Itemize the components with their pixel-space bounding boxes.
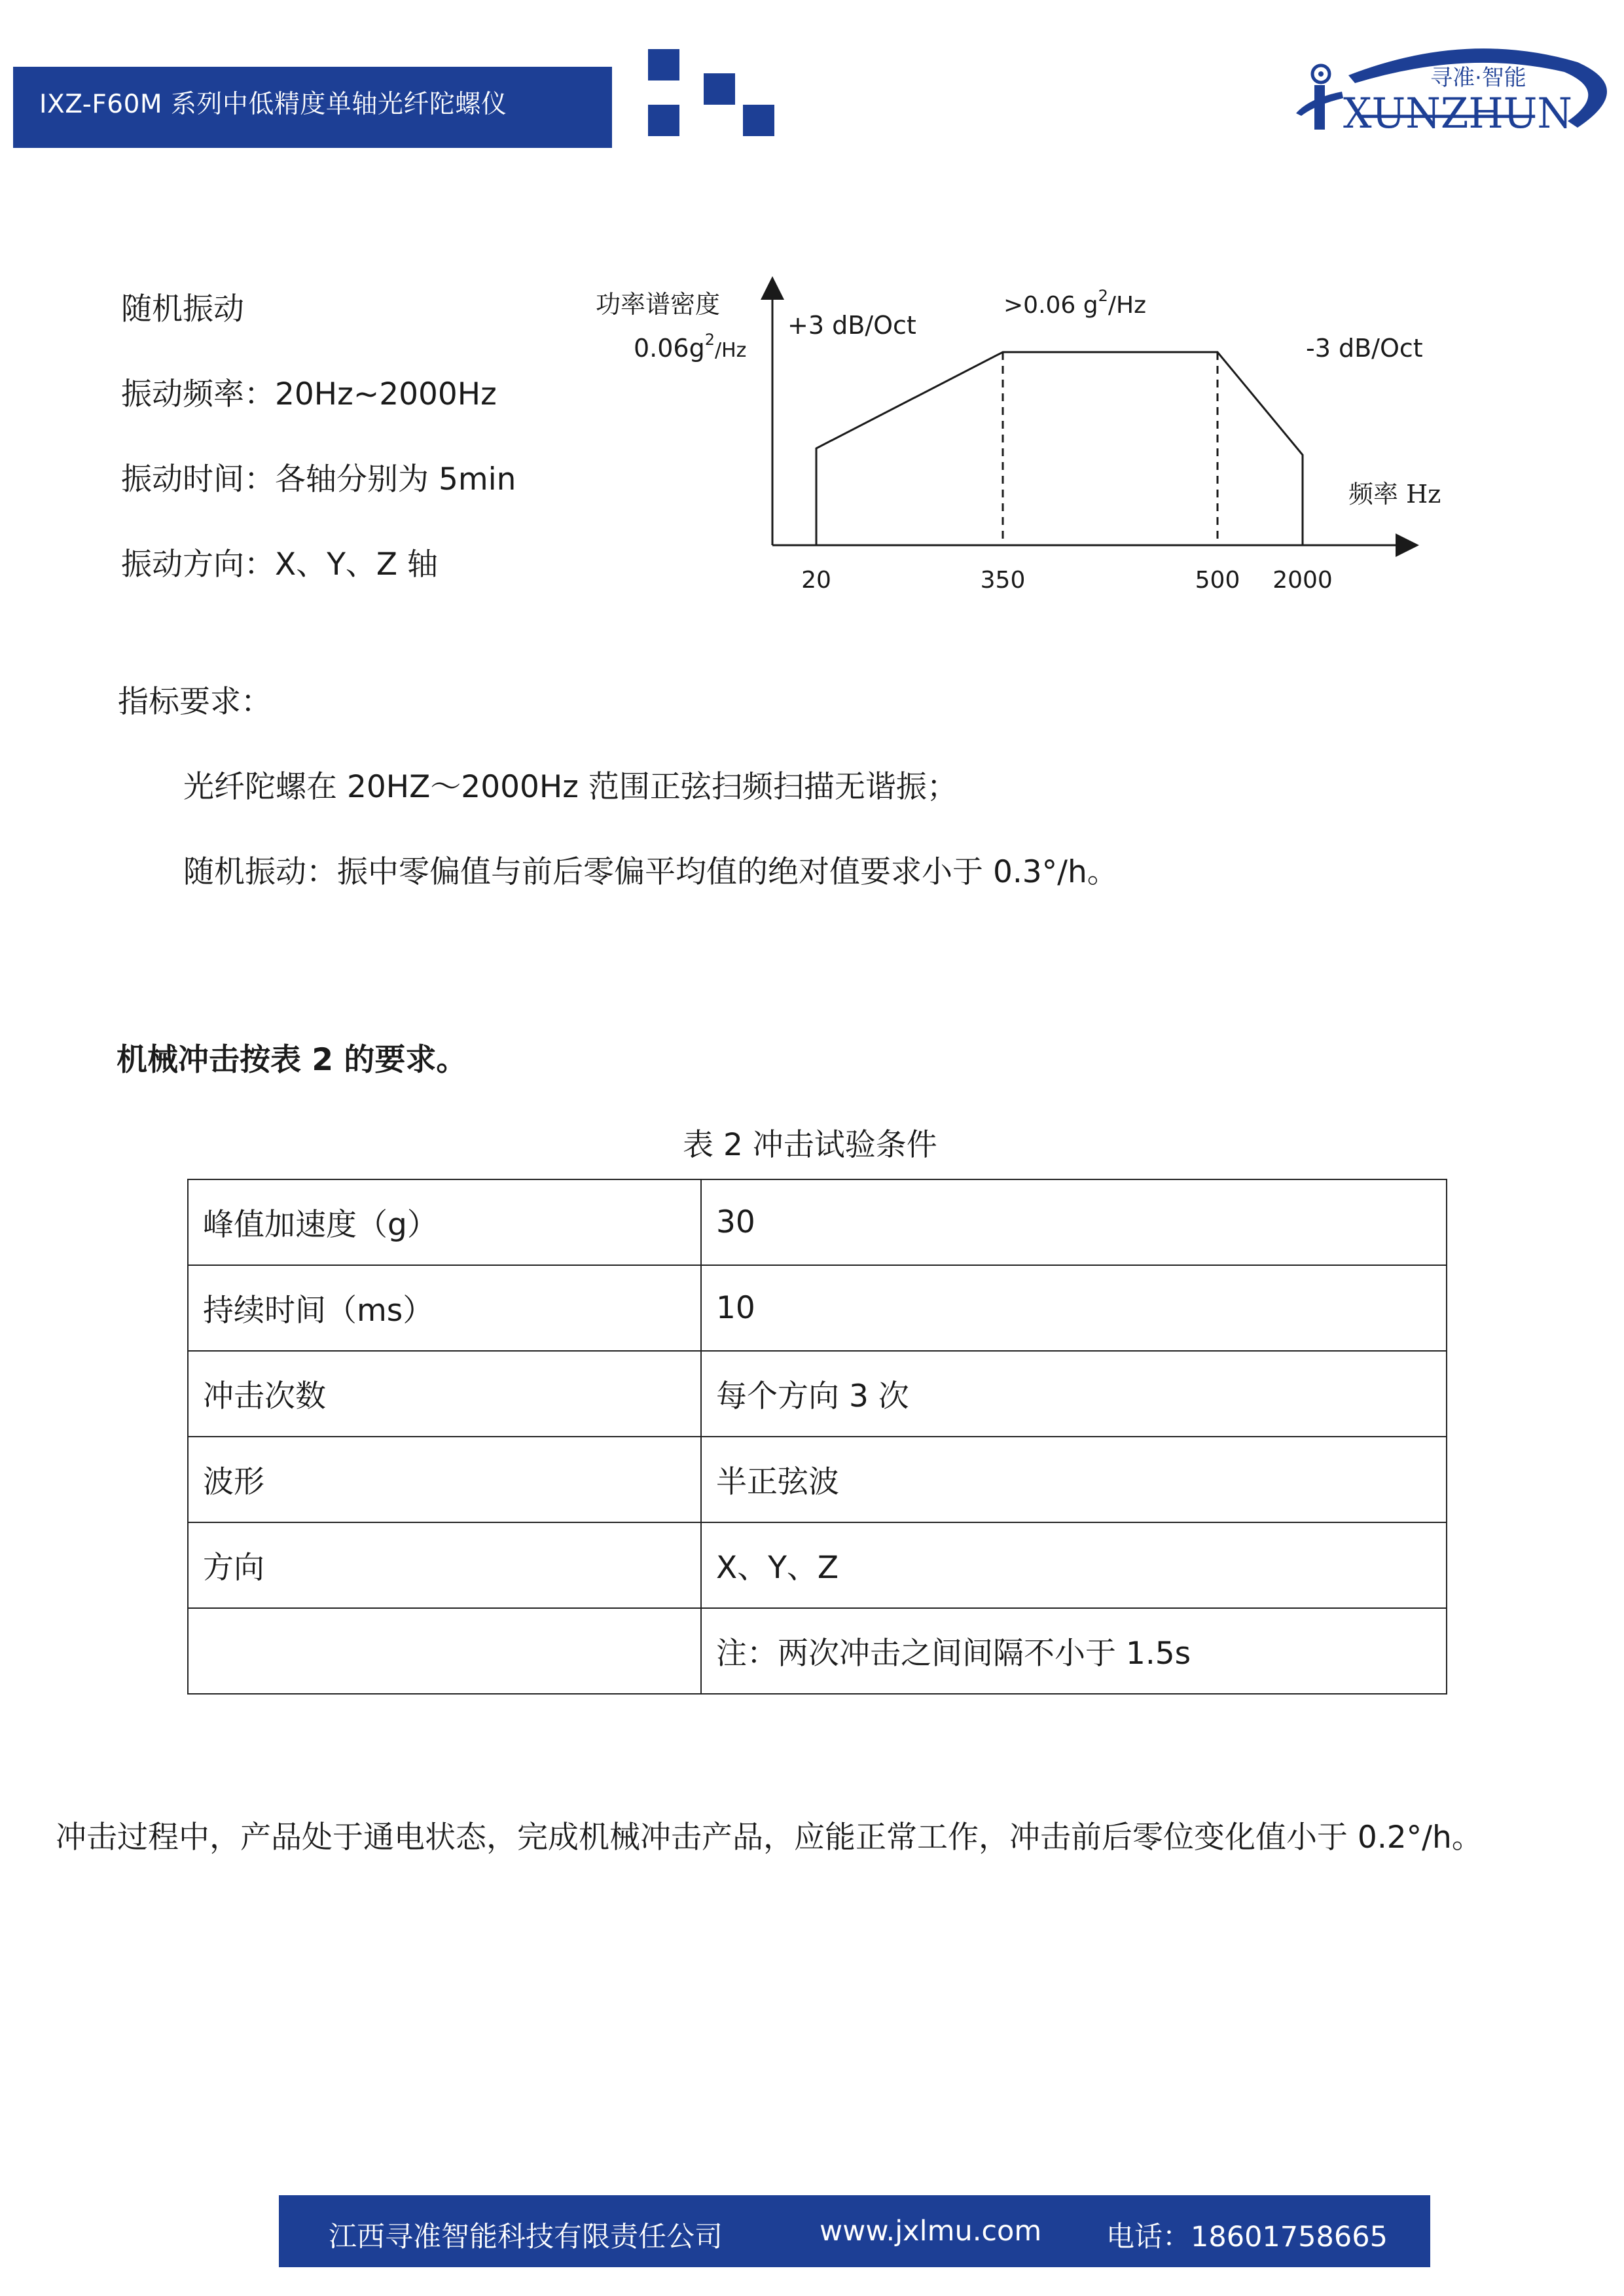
y-axis-label: 功率谱密度 xyxy=(596,290,721,319)
table-row xyxy=(188,1608,1447,1694)
vibration-heading: 随机振动 xyxy=(121,291,244,327)
table-row xyxy=(188,1437,1447,1522)
table-cell-parameter: 波形 xyxy=(188,1437,701,1522)
table-cell-note: 注：两次冲击之间间隔不小于 1.5s xyxy=(701,1608,1447,1694)
table-row xyxy=(188,1351,1447,1437)
company-logo xyxy=(1270,36,1623,151)
shock-conditions-table xyxy=(187,1179,1447,1695)
annotation-fall: -3 dB/Oct xyxy=(1306,334,1423,363)
table-cell-parameter: 峰值加速度（g） xyxy=(188,1179,701,1265)
requirement-item-1: 光纤陀螺在 20HZ～2000Hz 范围正弦扫频扫描无谐振； xyxy=(183,769,958,805)
x-tick-label: 20 xyxy=(801,567,831,594)
logo-text-cn: 寻准·智能 xyxy=(1430,65,1526,91)
x-tick-label: 2000 xyxy=(1272,567,1333,594)
vibration-direction: 振动方向：X、Y、Z 轴 xyxy=(121,547,439,583)
y-axis-value: $0.06g^2_{/Hz}$ xyxy=(634,331,747,363)
shock-heading: 机械冲击按表 2 的要求。 xyxy=(117,1042,467,1078)
document-title: IXZ-F60M 系列中低精度单轴光纤陀螺仪 xyxy=(39,90,507,119)
footer-website[interactable]: www.jxlmu.com xyxy=(820,2215,1042,2248)
table-cell-value: 每个方向 3 次 xyxy=(701,1351,1447,1437)
x-tick-label: 500 xyxy=(1195,567,1240,594)
shock-note: 冲击过程中，产品处于通电状态，完成机械冲击产品，应能正常工作，冲击前后零位变化值小于 0.2°/h。 xyxy=(56,1820,1483,1856)
table-row xyxy=(188,1179,1447,1265)
table-row xyxy=(188,1522,1447,1608)
requirement-item-2: 随机振动：振中零偏值与前后零偏平均值的绝对值要求小于 0.3°/h。 xyxy=(183,854,1118,890)
table-cell-parameter: 持续时间（ms） xyxy=(188,1265,701,1351)
svg-text:-: - xyxy=(1330,90,1566,138)
x-axis-label: 频率 Hz xyxy=(1348,480,1441,509)
psd-profile xyxy=(816,352,1303,545)
psd-chart xyxy=(589,268,1506,609)
table-cell-value: 半正弦波 xyxy=(701,1437,1447,1522)
table-cell-value: 30 xyxy=(701,1179,1447,1265)
table-cell-parameter: 冲击次数 xyxy=(188,1351,701,1437)
footer-company: 江西寻准智能科技有限责任公司 xyxy=(329,2221,723,2253)
x-tick-labels xyxy=(801,567,1333,594)
annotation-rise: +3 dB/Oct xyxy=(787,311,916,340)
requirements-heading: 指标要求： xyxy=(118,684,272,720)
vibration-time: 振动时间：各轴分别为 5min xyxy=(121,461,516,497)
annotation-plateau: >0.06 $g^2/Hz$ xyxy=(1003,287,1147,319)
table-caption: 表 2 冲击试验条件 xyxy=(683,1127,937,1163)
table-cell-parameter: 方向 xyxy=(188,1522,701,1608)
table-cell-parameter xyxy=(188,1608,701,1694)
vibration-frequency: 振动频率：20Hz~2000Hz xyxy=(121,376,497,412)
x-tick-label: 350 xyxy=(980,567,1026,594)
psd-line xyxy=(816,352,1303,545)
footer-phone: 电话：18601758665 xyxy=(1106,2221,1388,2253)
table-cell-value: 10 xyxy=(701,1265,1447,1351)
table-cell-value: X、Y、Z xyxy=(701,1522,1447,1608)
logo-text-en: XUNZHUN xyxy=(1343,90,1572,138)
table-row xyxy=(188,1265,1447,1351)
